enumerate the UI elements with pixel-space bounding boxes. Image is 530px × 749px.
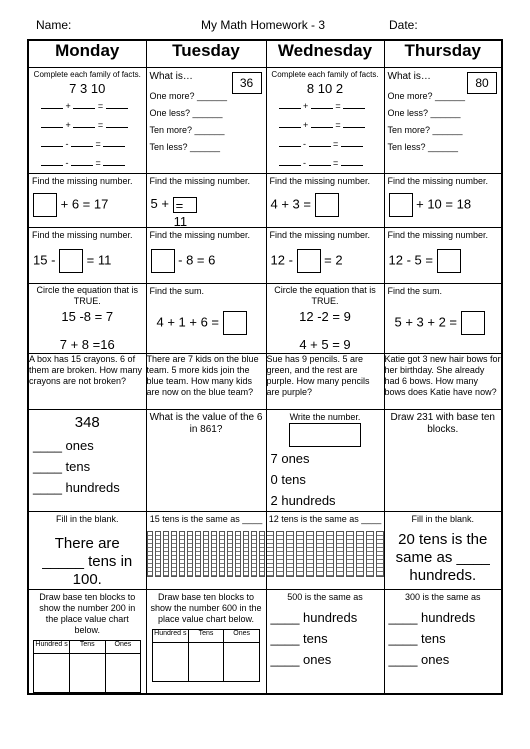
ten-rods xyxy=(147,531,266,577)
ten-rod xyxy=(211,531,217,577)
digit-value-cell xyxy=(146,410,266,512)
place-value-chart-cell xyxy=(146,590,266,695)
name-label: Name: xyxy=(36,18,72,32)
fill-blank-text: 20 tens is the same as ____ hundreds. xyxy=(395,531,490,584)
chart-ones-area[interactable] xyxy=(105,654,141,693)
equation: 4 + 3 = xyxy=(270,196,311,212)
equation-right: = 11 xyxy=(86,252,112,268)
fill-blank-cell xyxy=(384,512,502,590)
eq-sign: = xyxy=(95,158,101,168)
chart-ones-area[interactable] xyxy=(224,643,260,682)
op: - xyxy=(65,139,69,149)
missing-number-cell xyxy=(28,174,146,228)
instruction: 300 is the same as xyxy=(404,592,481,602)
ones-line: 7 ones xyxy=(270,451,310,466)
ten-rod xyxy=(163,531,169,577)
ten-rod xyxy=(219,531,225,577)
fact-numbers: 7 3 10 xyxy=(69,81,106,96)
word-problem-cell xyxy=(146,354,266,410)
op: + xyxy=(303,120,309,130)
hundreds-line: ____ hundreds xyxy=(33,480,120,495)
chart-header-hundreds: Hundred s xyxy=(153,630,189,643)
word-problem-cell xyxy=(384,354,502,410)
missing-number-cell xyxy=(146,228,266,284)
ten-rod xyxy=(179,531,185,577)
tens-line: ____ tens xyxy=(33,459,91,474)
chart-header-ones: Ones xyxy=(105,641,141,654)
date-label: Date: xyxy=(389,18,418,32)
ten-rod xyxy=(356,531,364,577)
word-problem-cell xyxy=(28,354,146,410)
fact-family-cell xyxy=(28,68,146,174)
equation-right: = 11 xyxy=(173,197,188,228)
instruction: Find the sum. xyxy=(387,286,443,296)
question: What is the value of the 6 in 861? xyxy=(149,412,263,435)
answer-box[interactable] xyxy=(315,193,339,217)
instruction: Find the missing number. xyxy=(387,230,489,240)
write-number-cell xyxy=(266,410,384,512)
chart-header-tens: Tens xyxy=(69,641,105,654)
ten-rod xyxy=(306,531,314,577)
equation-left: 15 - xyxy=(33,252,56,268)
missing-number-cell xyxy=(384,174,502,228)
instruction: Circle the equation that is TRUE. xyxy=(36,285,139,306)
chart-header-tens: Tens xyxy=(188,630,224,643)
what-is-cell xyxy=(146,68,266,174)
eq-sign: = xyxy=(335,101,341,111)
chart-tens-area[interactable] xyxy=(188,643,224,682)
ones-line: ____ ones xyxy=(33,438,94,453)
eq-sign: = xyxy=(97,101,104,111)
eq-sign: = xyxy=(333,139,339,149)
tens-line: 0 tens xyxy=(270,472,306,487)
equation-option-1[interactable]: 12 -2 = 9 xyxy=(299,309,351,324)
instruction: Draw 231 with base ten blocks. xyxy=(390,412,495,435)
ten-more: Ten more? ______ xyxy=(149,125,225,135)
ten-rod xyxy=(259,531,265,577)
ten-rod xyxy=(366,531,374,577)
equation-left: 12 - xyxy=(270,252,293,268)
tens-blocks-cell xyxy=(146,512,266,590)
equation-right: = 2 xyxy=(324,252,343,268)
fill-blank-cell xyxy=(28,512,146,590)
op: + xyxy=(65,101,71,111)
word-problem: Katie got 3 new hair bows for her birthday. She already had 6 bows. How many bows does Katie have now? xyxy=(384,354,501,397)
answer-box[interactable] xyxy=(437,249,461,273)
draw-blocks-cell xyxy=(384,410,502,512)
equation-option-1[interactable]: 15 -8 = 7 xyxy=(61,309,114,324)
instruction: Find the missing number. xyxy=(269,176,371,186)
answer-box[interactable] xyxy=(59,249,83,273)
chart-header-ones: Ones xyxy=(224,630,260,643)
fill-blank-text: There are _____ tens in 100. xyxy=(42,535,133,588)
ten-rod xyxy=(286,531,294,577)
chart-hundreds-area[interactable] xyxy=(34,654,70,693)
op: + xyxy=(303,101,309,111)
equation-left: 5 + xyxy=(150,196,169,211)
instruction: 15 tens is the same as ____ xyxy=(149,514,263,524)
ten-rod xyxy=(203,531,209,577)
prompt: What is… xyxy=(387,71,431,82)
tens-line: ____ tens xyxy=(270,631,328,646)
fact-family-cell xyxy=(266,68,384,174)
value-box: 80 xyxy=(467,72,497,94)
day-header-monday: Monday xyxy=(28,40,146,68)
missing-number-cell xyxy=(266,174,384,228)
answer-box[interactable] xyxy=(297,249,321,273)
hundreds-line: ____ hundreds xyxy=(388,610,476,625)
ten-rod xyxy=(316,531,324,577)
eq-sign: = xyxy=(95,139,101,149)
chart-header-hundreds: Hundred s xyxy=(34,641,70,654)
answer-box[interactable] xyxy=(389,193,413,217)
instruction: Draw base ten blocks to show the number 600 in the place value chart below. xyxy=(150,592,262,624)
homework-grid xyxy=(27,39,503,695)
instruction: Find the sum. xyxy=(149,286,205,296)
ten-rod xyxy=(235,531,241,577)
instruction: Find the missing number. xyxy=(32,230,133,240)
ten-rod xyxy=(326,531,334,577)
equation: + 6 = 17 xyxy=(60,196,109,212)
same-as-cell xyxy=(266,590,384,695)
instruction: Find the missing number. xyxy=(32,176,133,186)
place-value-number: 348 xyxy=(74,414,100,431)
answer-box[interactable] xyxy=(289,423,361,447)
ten-rods xyxy=(267,531,384,577)
hundreds-line: 2 hundreds xyxy=(270,493,336,508)
equation: - 8 = 6 xyxy=(178,252,216,268)
op: - xyxy=(303,158,307,168)
missing-number-cell xyxy=(384,228,502,284)
chart-hundreds-area[interactable] xyxy=(153,643,189,682)
what-is-cell xyxy=(384,68,502,174)
eq-sign: = xyxy=(97,120,104,130)
op: - xyxy=(303,139,307,149)
day-header-tuesday: Tuesday xyxy=(146,40,266,68)
word-problem: Sue has 9 pencils. 5 are green, and the rest are purple. How many pencils are purple? xyxy=(266,354,370,397)
word-problem: A box has 15 crayons. 6 of them are broken. How many crayons are not broken? xyxy=(29,354,143,386)
instruction: Find the missing number. xyxy=(149,176,251,186)
missing-number-cell xyxy=(28,228,146,284)
ones-line: ____ ones xyxy=(388,652,450,667)
prompt: What is… xyxy=(149,71,193,82)
value-box: 36 xyxy=(232,72,262,94)
day-header-wednesday: Wednesday xyxy=(266,40,384,68)
word-problem: There are 7 kids on the blue team. 5 more kids join the blue team. How many kids are now on the blue team? xyxy=(146,354,259,397)
ten-rod xyxy=(147,531,153,577)
fact-numbers: 8 10 2 xyxy=(306,81,344,96)
eq-sign: = xyxy=(335,120,341,130)
equation: + 10 = 18 xyxy=(416,196,472,212)
sum-cell xyxy=(384,284,502,354)
ten-rod xyxy=(155,531,161,577)
hundreds-line: ____ hundreds xyxy=(270,610,358,625)
ten-rod xyxy=(376,531,384,577)
op: - xyxy=(65,158,69,168)
place-value-cell xyxy=(28,410,146,512)
ten-rod xyxy=(171,531,177,577)
true-equation-cell xyxy=(28,284,146,354)
day-header-thursday: Thursday xyxy=(384,40,502,68)
ten-rod xyxy=(227,531,233,577)
ones-line: ____ ones xyxy=(270,652,332,667)
ten-rod xyxy=(336,531,344,577)
instruction: 12 tens is the same as ____ xyxy=(268,514,382,524)
answer-box[interactable] xyxy=(33,193,57,217)
ten-rod xyxy=(296,531,304,577)
instruction: Complete each family of facts. xyxy=(271,70,379,79)
ten-rod xyxy=(251,531,257,577)
ten-rod xyxy=(276,531,284,577)
word-problem-cell xyxy=(266,354,384,410)
instruction: Find the missing number. xyxy=(387,176,489,186)
ten-more: Ten more? ______ xyxy=(387,125,463,135)
instruction: 500 is the same as xyxy=(287,592,363,602)
tens-line: ____ tens xyxy=(388,631,446,646)
equation: 5 + 3 + 2 = xyxy=(394,314,458,330)
instruction: Fill in the blank. xyxy=(411,514,475,524)
op: + xyxy=(65,120,71,130)
place-value-chart-cell xyxy=(28,590,146,695)
true-equation-cell xyxy=(266,284,384,354)
one-less: One less? ______ xyxy=(149,108,223,118)
equation-option-2[interactable]: 7 + 8 =16 xyxy=(59,337,115,352)
one-less: One less? ______ xyxy=(387,108,461,118)
answer-box[interactable] xyxy=(223,311,247,335)
equation-option-2[interactable]: 4 + 5 = 9 xyxy=(299,337,351,352)
instruction: Write the number. xyxy=(289,412,361,422)
equation: 12 - 5 = xyxy=(388,252,433,268)
same-as-cell xyxy=(384,590,502,695)
instruction: Find the missing number. xyxy=(149,230,251,240)
missing-number-cell xyxy=(146,174,266,228)
place-value-chart xyxy=(33,640,141,693)
equation: 4 + 1 + 6 = xyxy=(156,314,220,330)
instruction: Draw base ten blocks to show the number 200 in the place value chart below. xyxy=(39,592,136,635)
ten-less: Ten less? ______ xyxy=(149,142,221,152)
ten-rod xyxy=(187,531,193,577)
place-value-chart xyxy=(152,629,260,682)
eq-sign: = xyxy=(333,158,339,168)
instruction: Fill in the blank. xyxy=(55,514,119,524)
one-more: One more? ______ xyxy=(149,91,228,101)
ten-rod xyxy=(346,531,354,577)
instruction: Find the missing number. xyxy=(269,230,371,240)
answer-box[interactable] xyxy=(151,249,175,273)
one-more: One more? ______ xyxy=(387,91,466,101)
ten-less: Ten less? ______ xyxy=(387,142,459,152)
answer-box[interactable] xyxy=(461,311,485,335)
chart-tens-area[interactable] xyxy=(69,654,105,693)
tens-blocks-cell xyxy=(266,512,384,590)
instruction: Circle the equation that is TRUE. xyxy=(274,285,376,306)
instruction: Complete each family of facts. xyxy=(33,70,141,79)
missing-number-cell xyxy=(266,228,384,284)
ten-rod xyxy=(266,531,274,577)
worksheet-title: My Math Homework - 3 xyxy=(201,18,326,32)
ten-rod xyxy=(195,531,201,577)
answer-box[interactable] xyxy=(173,197,197,228)
sum-cell xyxy=(146,284,266,354)
ten-rod xyxy=(243,531,249,577)
